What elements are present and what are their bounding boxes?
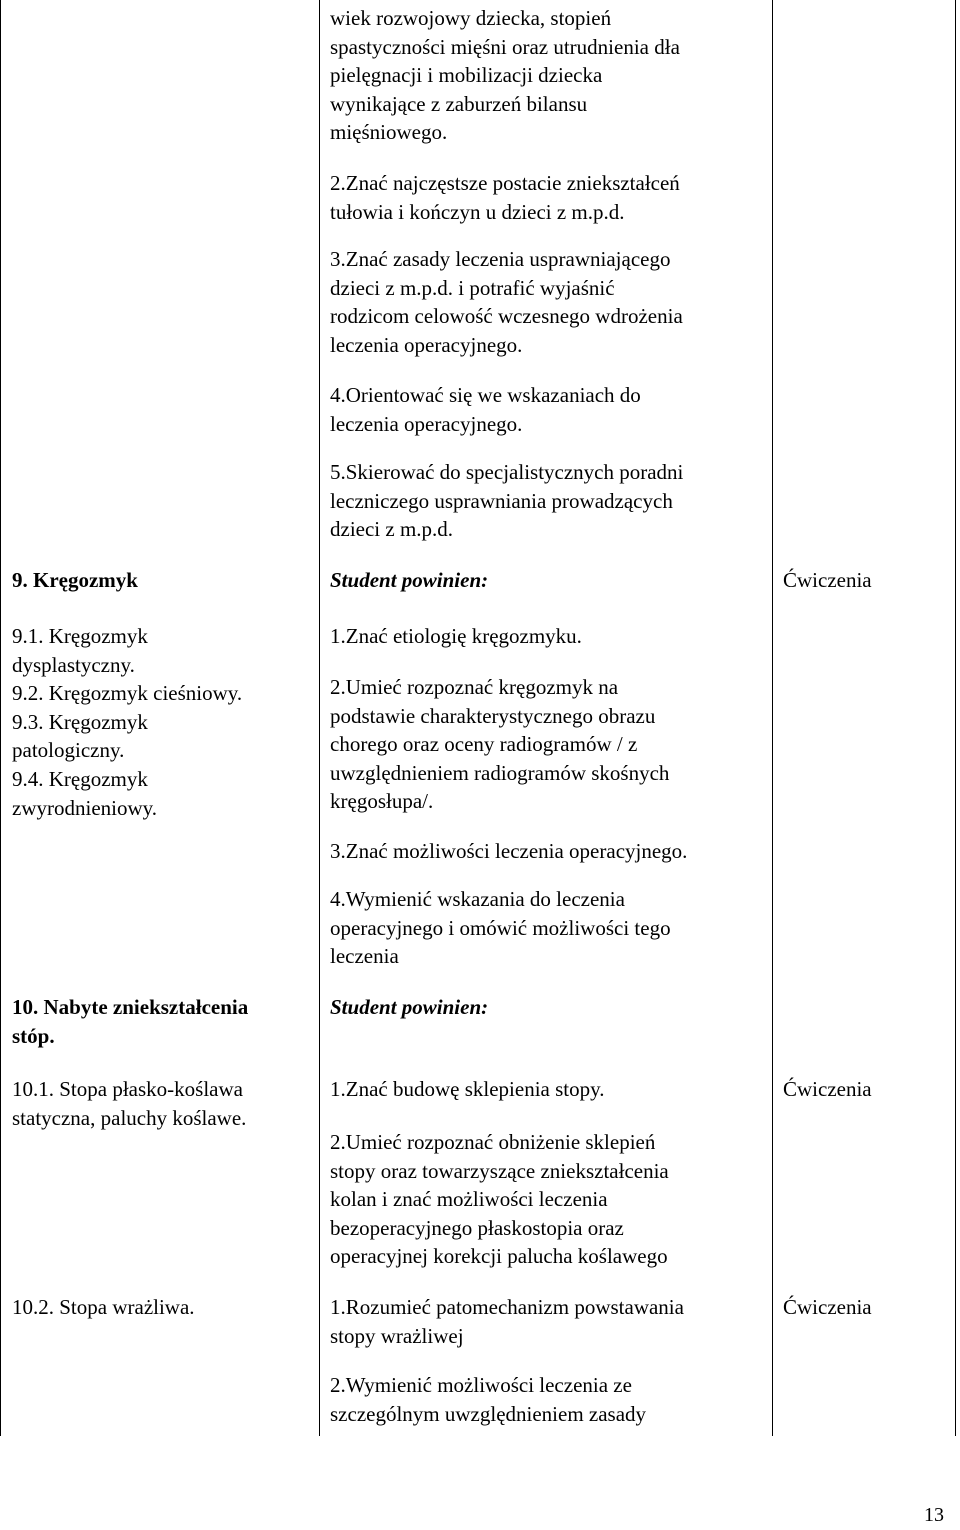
section-10-1-title: 10.1. Stopa płasko-koślawa statyczna, paluchy koślawe. xyxy=(12,1077,247,1130)
section-10-2-objective-2: 2.Wymienić możliwości leczenia ze szczególnym uwzględnieniem zasady xyxy=(330,1373,647,1426)
section-10-1-objective-1: 1.Znać budowę sklepienia stopy. xyxy=(330,1077,605,1101)
objective-continuation: wiek rozwojowy dziecka, stopień spastyczności mięśni oraz utrudnienia dła pielęgnacji i mobilizacji dziecka wynikające z zaburzeń bilansu mięśniowego. xyxy=(330,6,680,145)
objective-3-treatment: 3.Znać zasady leczenia usprawniającego dzieci z m.p.d. i potrafić wyjaśnić rodzicom celowość wczesnego wdrożenia leczenia operacyjnego. xyxy=(330,247,683,357)
section-9-objective-3: 3.Znać możliwości leczenia operacyjnego. xyxy=(330,839,688,863)
section-9-objective-2: 2.Umieć rozpoznać kręgozmyk na podstawie charakterystycznego obrazu chorego oraz oceny radiogramów / z uwzględnieniem radiogramów skośnych kręgosłupa/. xyxy=(330,675,670,814)
table-border-col2 xyxy=(772,0,773,1436)
objective-4-indications: 4.Orientować się we wskazaniach do leczenia operacyjnego. xyxy=(330,383,641,436)
section-10-1-form: Ćwiczenia xyxy=(783,1077,872,1101)
page-number: 13 xyxy=(924,1504,944,1526)
section-9-subtopics: 9.1. Kręgozmyk dysplastyczny. 9.2. Kręgozmyk cieśniowy. 9.3. Kręgozmyk patologiczny. 9.4. Kręgozmyk zwyrodnieniowy. xyxy=(12,624,243,820)
table-border-col1 xyxy=(319,0,320,1436)
section-9-objective-1: 1.Znać etiologię kręgozmyku. xyxy=(330,624,582,648)
objective-5-referral: 5.Skierować do specjalistycznych poradni leczniczego usprawniania prowadzących dzieci z m.p.d. xyxy=(330,460,684,542)
section-10-title: 10. Nabyte zniekształcenia stóp. xyxy=(12,995,249,1048)
section-9-title: 9. Kręgozmyk xyxy=(12,568,138,592)
section-10-2-objective-1: 1.Rozumieć patomechanizm powstawania stopy wrażliwej xyxy=(330,1295,684,1348)
section-10-student-heading: Student powinien: xyxy=(330,995,489,1019)
objective-2-deformities: 2.Znać najczęstsze postacie zniekształceń tułowia i kończyn u dzieci z m.p.d. xyxy=(330,171,680,224)
section-9-form: Ćwiczenia xyxy=(783,568,872,592)
section-10-2-form: Ćwiczenia xyxy=(783,1295,872,1319)
table-border-left xyxy=(0,0,1,1436)
section-10-1-objective-2: 2.Umieć rozpoznać obniżenie sklepień stopy oraz towarzyszące zniekształcenia kolan i znać możliwości leczenia bezoperacyjnego płaskostopia oraz operacyjnej korekcji palucha koślawego xyxy=(330,1130,669,1269)
section-10-2-title: 10.2. Stopa wrażliwa. xyxy=(12,1295,195,1319)
section-9-objective-4: 4.Wymienić wskazania do leczenia operacyjnego i omówić możliwości tego leczenia xyxy=(330,887,671,969)
table-border-right xyxy=(955,0,956,1436)
section-9-student-heading: Student powinien: xyxy=(330,568,489,592)
